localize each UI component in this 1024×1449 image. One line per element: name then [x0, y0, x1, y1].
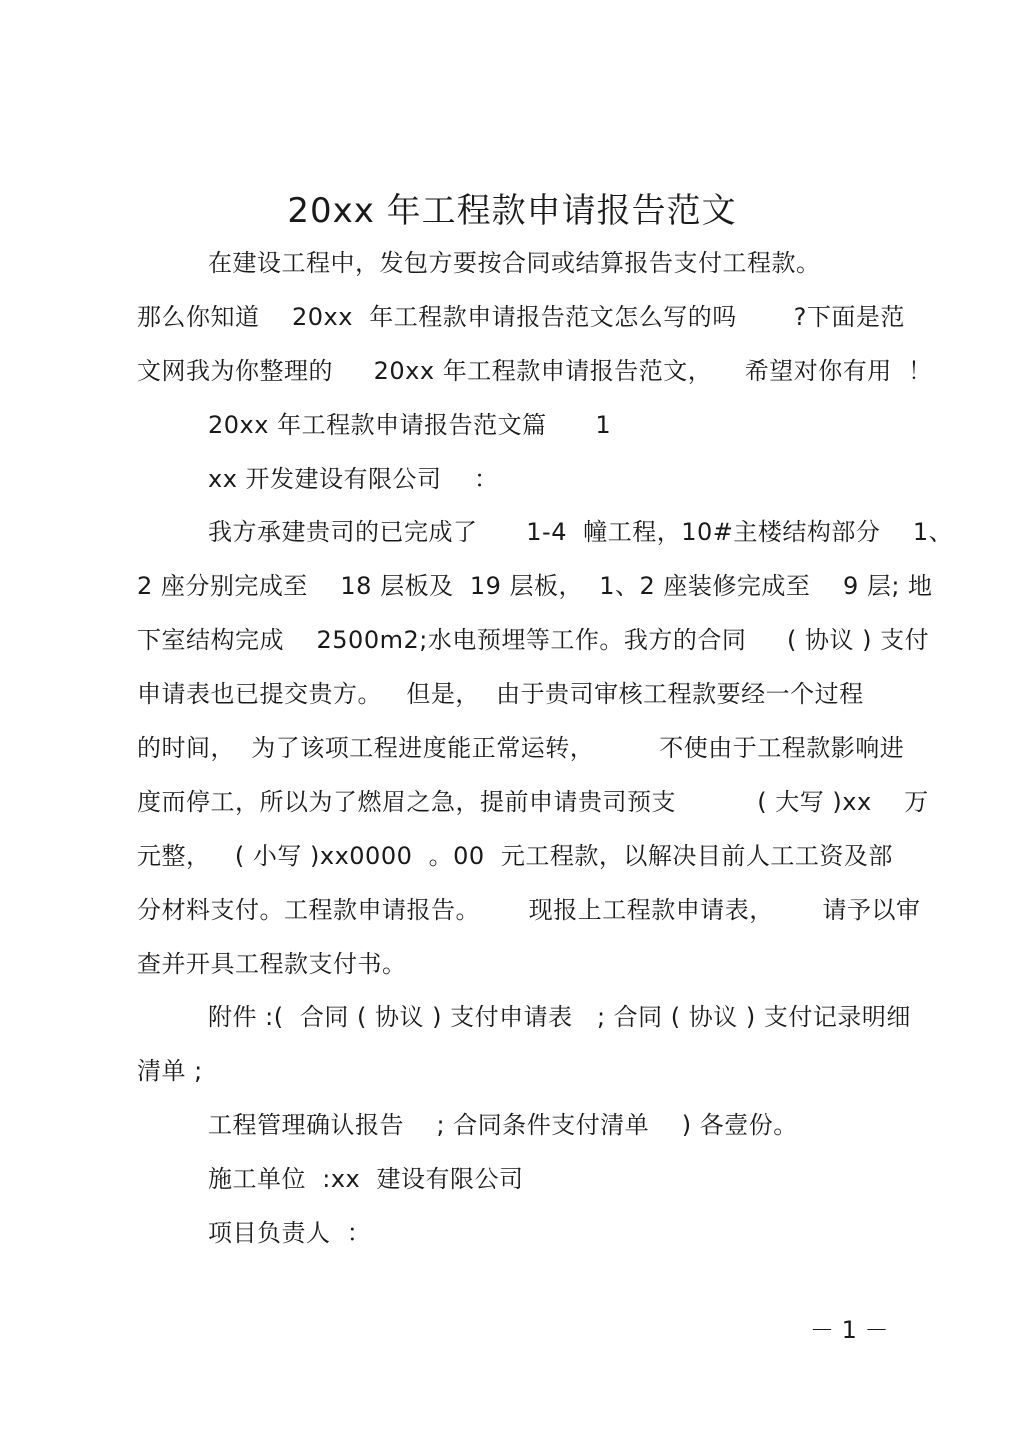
paragraph-line: 申请表也已提交贵方。 但是， 由于贵司审核工程款要经一个过程 — [137, 680, 864, 708]
paragraph-line: 项目负责人 ： — [208, 1219, 372, 1247]
paragraph-line: 元整， ( 小写 )xx0000 。00 元工程款，以解决目前人工工资及部 — [137, 842, 893, 870]
page-number: － 1 － — [810, 1316, 889, 1344]
paragraph-line: 清单 ; — [137, 1057, 203, 1085]
paragraph-line: 20xx 年工程款申请报告范文篇 1 — [208, 411, 612, 439]
paragraph-line: 施工单位 :xx 建设有限公司 — [208, 1165, 524, 1193]
document-title: 20xx 年工程款申请报告范文 — [287, 191, 737, 231]
paragraph-line: 附件 :( 合同 ( 协议 ) 支付申请表 ; 合同 ( 协议 ) 支付记录明细 — [208, 1003, 911, 1031]
paragraph-line: 文网我为你整理的 20xx 年工程款申请报告范文， 希望对你有用 ！ — [137, 357, 933, 385]
paragraph-line: 查并开具工程款支付书。 — [137, 950, 407, 978]
paragraph-line: 度而停工，所以为了燃眉之急，提前申请贵司预支 ( 大写 )xx 万 — [137, 788, 929, 816]
paragraph-line: 在建设工程中，发包方要按合同或结算报告支付工程款。 — [208, 249, 821, 277]
paragraph-line: 工程管理确认报告 ; 合同条件支付清单 ) 各壹份。 — [208, 1111, 798, 1139]
paragraph-line: 2 座分别完成至 18 层板及 19 层板， 1、2 座装修完成至 9 层; 地 — [137, 572, 933, 600]
paragraph-line: 的时间， 为了该项工程进度能正常运转， 不使由于工程款影响进 — [137, 734, 905, 762]
paragraph-line: 下室结构完成 2500m2;水电预埋等工作。我方的合同 ( 协议 ) 支付 — [137, 626, 930, 654]
paragraph-line: 分材料支付。工程款申请报告。 现报上工程款申请表， 请予以审 — [137, 896, 921, 924]
paragraph-line: 我方承建贵司的已完成了 1-4 幢工程，10#主楼结构部分 1、 — [208, 518, 954, 546]
paragraph-line: xx 开发建设有限公司 ： — [208, 465, 499, 493]
paragraph-line: 那么你知道 20xx 年工程款申请报告范文怎么写的吗 ?下面是范 — [137, 303, 905, 331]
